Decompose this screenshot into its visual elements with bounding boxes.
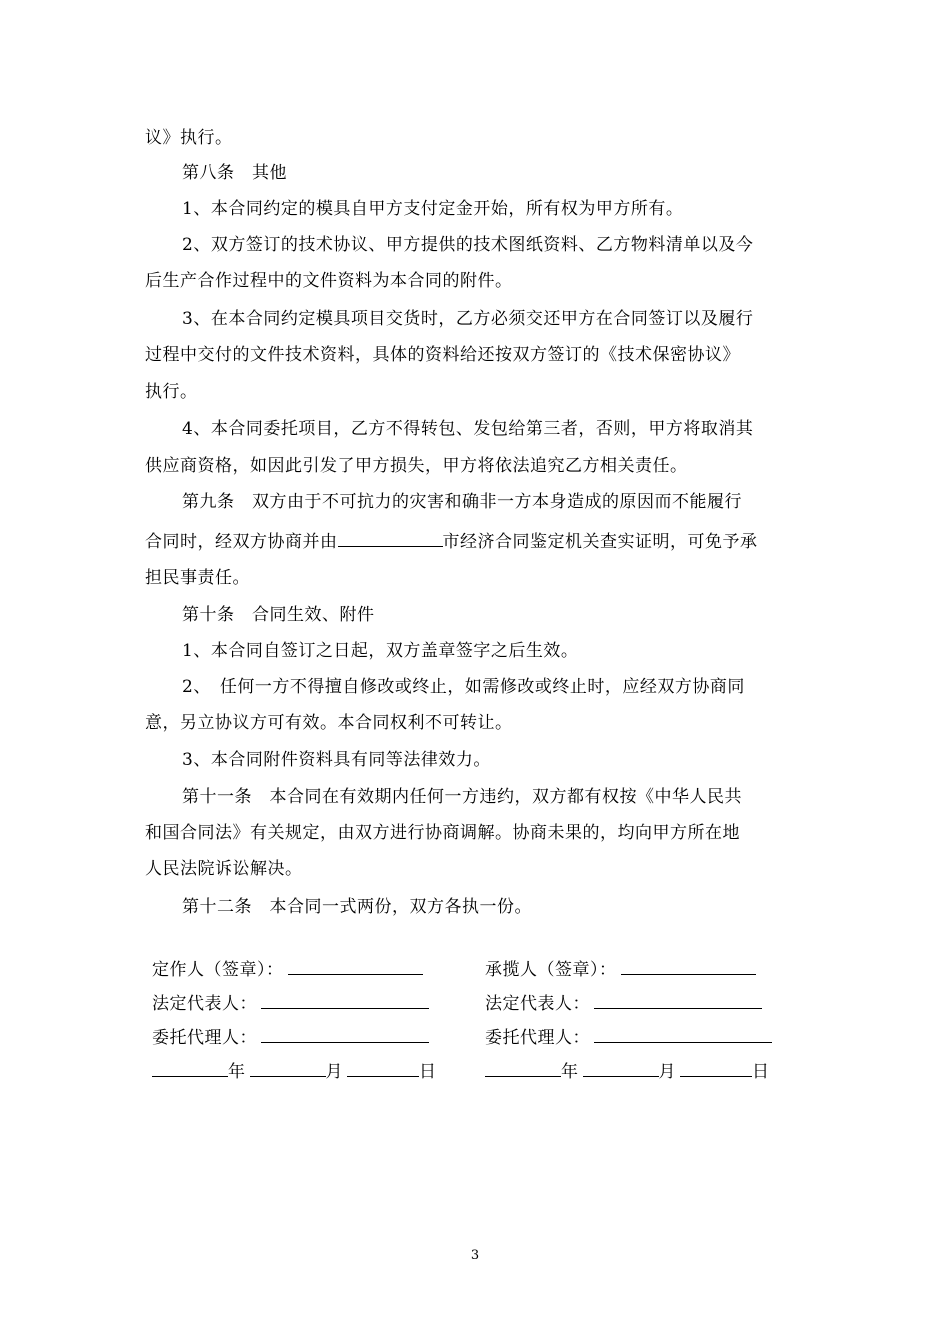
text-line: 和国合同法》有关规定，由双方进行协商调解。协商未果的，均向甲方所在地 [145,823,740,843]
text-line: 供应商资格，如因此引发了甲方损失，甲方将依法追究乙方相关责任。 [145,456,688,476]
left-legal-rep-field[interactable] [261,992,429,1009]
agent-label: 委托代理人： [485,1028,590,1048]
city-blank-field[interactable] [338,530,443,547]
month-label: 月 [325,1062,343,1082]
right-year-field[interactable] [485,1060,561,1077]
text-line: 1、本合同自签订之日起，双方盖章签字之后生效。 [182,641,579,661]
legal-rep-label: 法定代表人： [485,994,590,1014]
year-label: 年 [561,1062,579,1082]
text-line: 人民法院诉讼解决。 [145,859,303,879]
text-line: 2、 任何一方不得擅自修改或终止，如需修改或终止时，应经双方协商同 [182,677,745,697]
text-line: 议》执行。 [145,128,233,148]
month-label: 月 [658,1062,676,1082]
right-party-seal-field[interactable] [621,958,756,975]
right-party-signature [485,958,756,981]
text-line: 执行。 [145,382,198,402]
page-number: 3 [470,1248,480,1263]
year-label: 年 [228,1062,246,1082]
article-10-heading: 第十条 合同生效、附件 [182,605,375,625]
text-line: 担民事责任。 [145,568,250,588]
text-segment: 合同时，经双方协商并由 [145,532,338,552]
text-line [145,530,825,553]
text-line: 3、本合同附件资料具有同等法律效力。 [182,750,491,770]
article-9-heading: 第九条 双方由于不可抗力的灾害和确非一方本身造成的原因而不能履行 [182,492,742,512]
right-legal-rep [485,992,762,1015]
text-segment: 市经济合同鉴定机关查实证明，可免予承 [442,532,758,552]
article-11-heading: 第十一条 本合同在有效期内任何一方违约，双方都有权按《中华人民共 [182,787,742,807]
right-month-field[interactable] [583,1060,659,1077]
day-label: 日 [419,1062,437,1082]
text-line: 后生产合作过程中的文件资料为本合同的附件。 [145,271,513,291]
right-agent [485,1026,772,1049]
left-agent-field[interactable] [261,1026,429,1043]
right-legal-rep-field[interactable] [594,992,762,1009]
right-date [485,1060,770,1083]
text-line: 4、本合同委托项目，乙方不得转包、发包给第三者，否则，甲方将取消其 [182,419,754,439]
left-date [152,1060,437,1083]
legal-rep-label: 法定代表人： [152,994,257,1014]
left-year-field[interactable] [152,1060,228,1077]
text-line: 过程中交付的文件技术资料，具体的资料给还按双方签订的《技术保密协议》 [145,345,740,365]
left-day-field[interactable] [347,1060,419,1077]
left-agent [152,1026,429,1049]
right-agent-field[interactable] [594,1026,772,1043]
day-label: 日 [752,1062,770,1082]
text-line: 3、在本合同约定模具项目交货时，乙方必须交还甲方在合同签订以及履行 [182,309,754,329]
article-12-heading: 第十二条 本合同一式两份，双方各执一份。 [182,897,532,917]
agent-label: 委托代理人： [152,1028,257,1048]
article-8-heading: 第八条 其他 [182,163,287,183]
party-label: 承揽人（签章）： [485,960,617,980]
left-party-seal-field[interactable] [288,958,423,975]
text-line: 1、本合同约定的模具自甲方支付定金开始，所有权为甲方所有。 [182,199,684,219]
text-line: 意，另立协议方可有效。本合同权利不可转让。 [145,713,513,733]
party-label: 定作人（签章）： [152,960,284,980]
left-legal-rep [152,992,429,1015]
left-month-field[interactable] [250,1060,326,1077]
left-party-signature [152,958,423,981]
text-line: 2、双方签订的技术协议、甲方提供的技术图纸资料、乙方物料清单以及今 [182,235,754,255]
right-day-field[interactable] [680,1060,752,1077]
